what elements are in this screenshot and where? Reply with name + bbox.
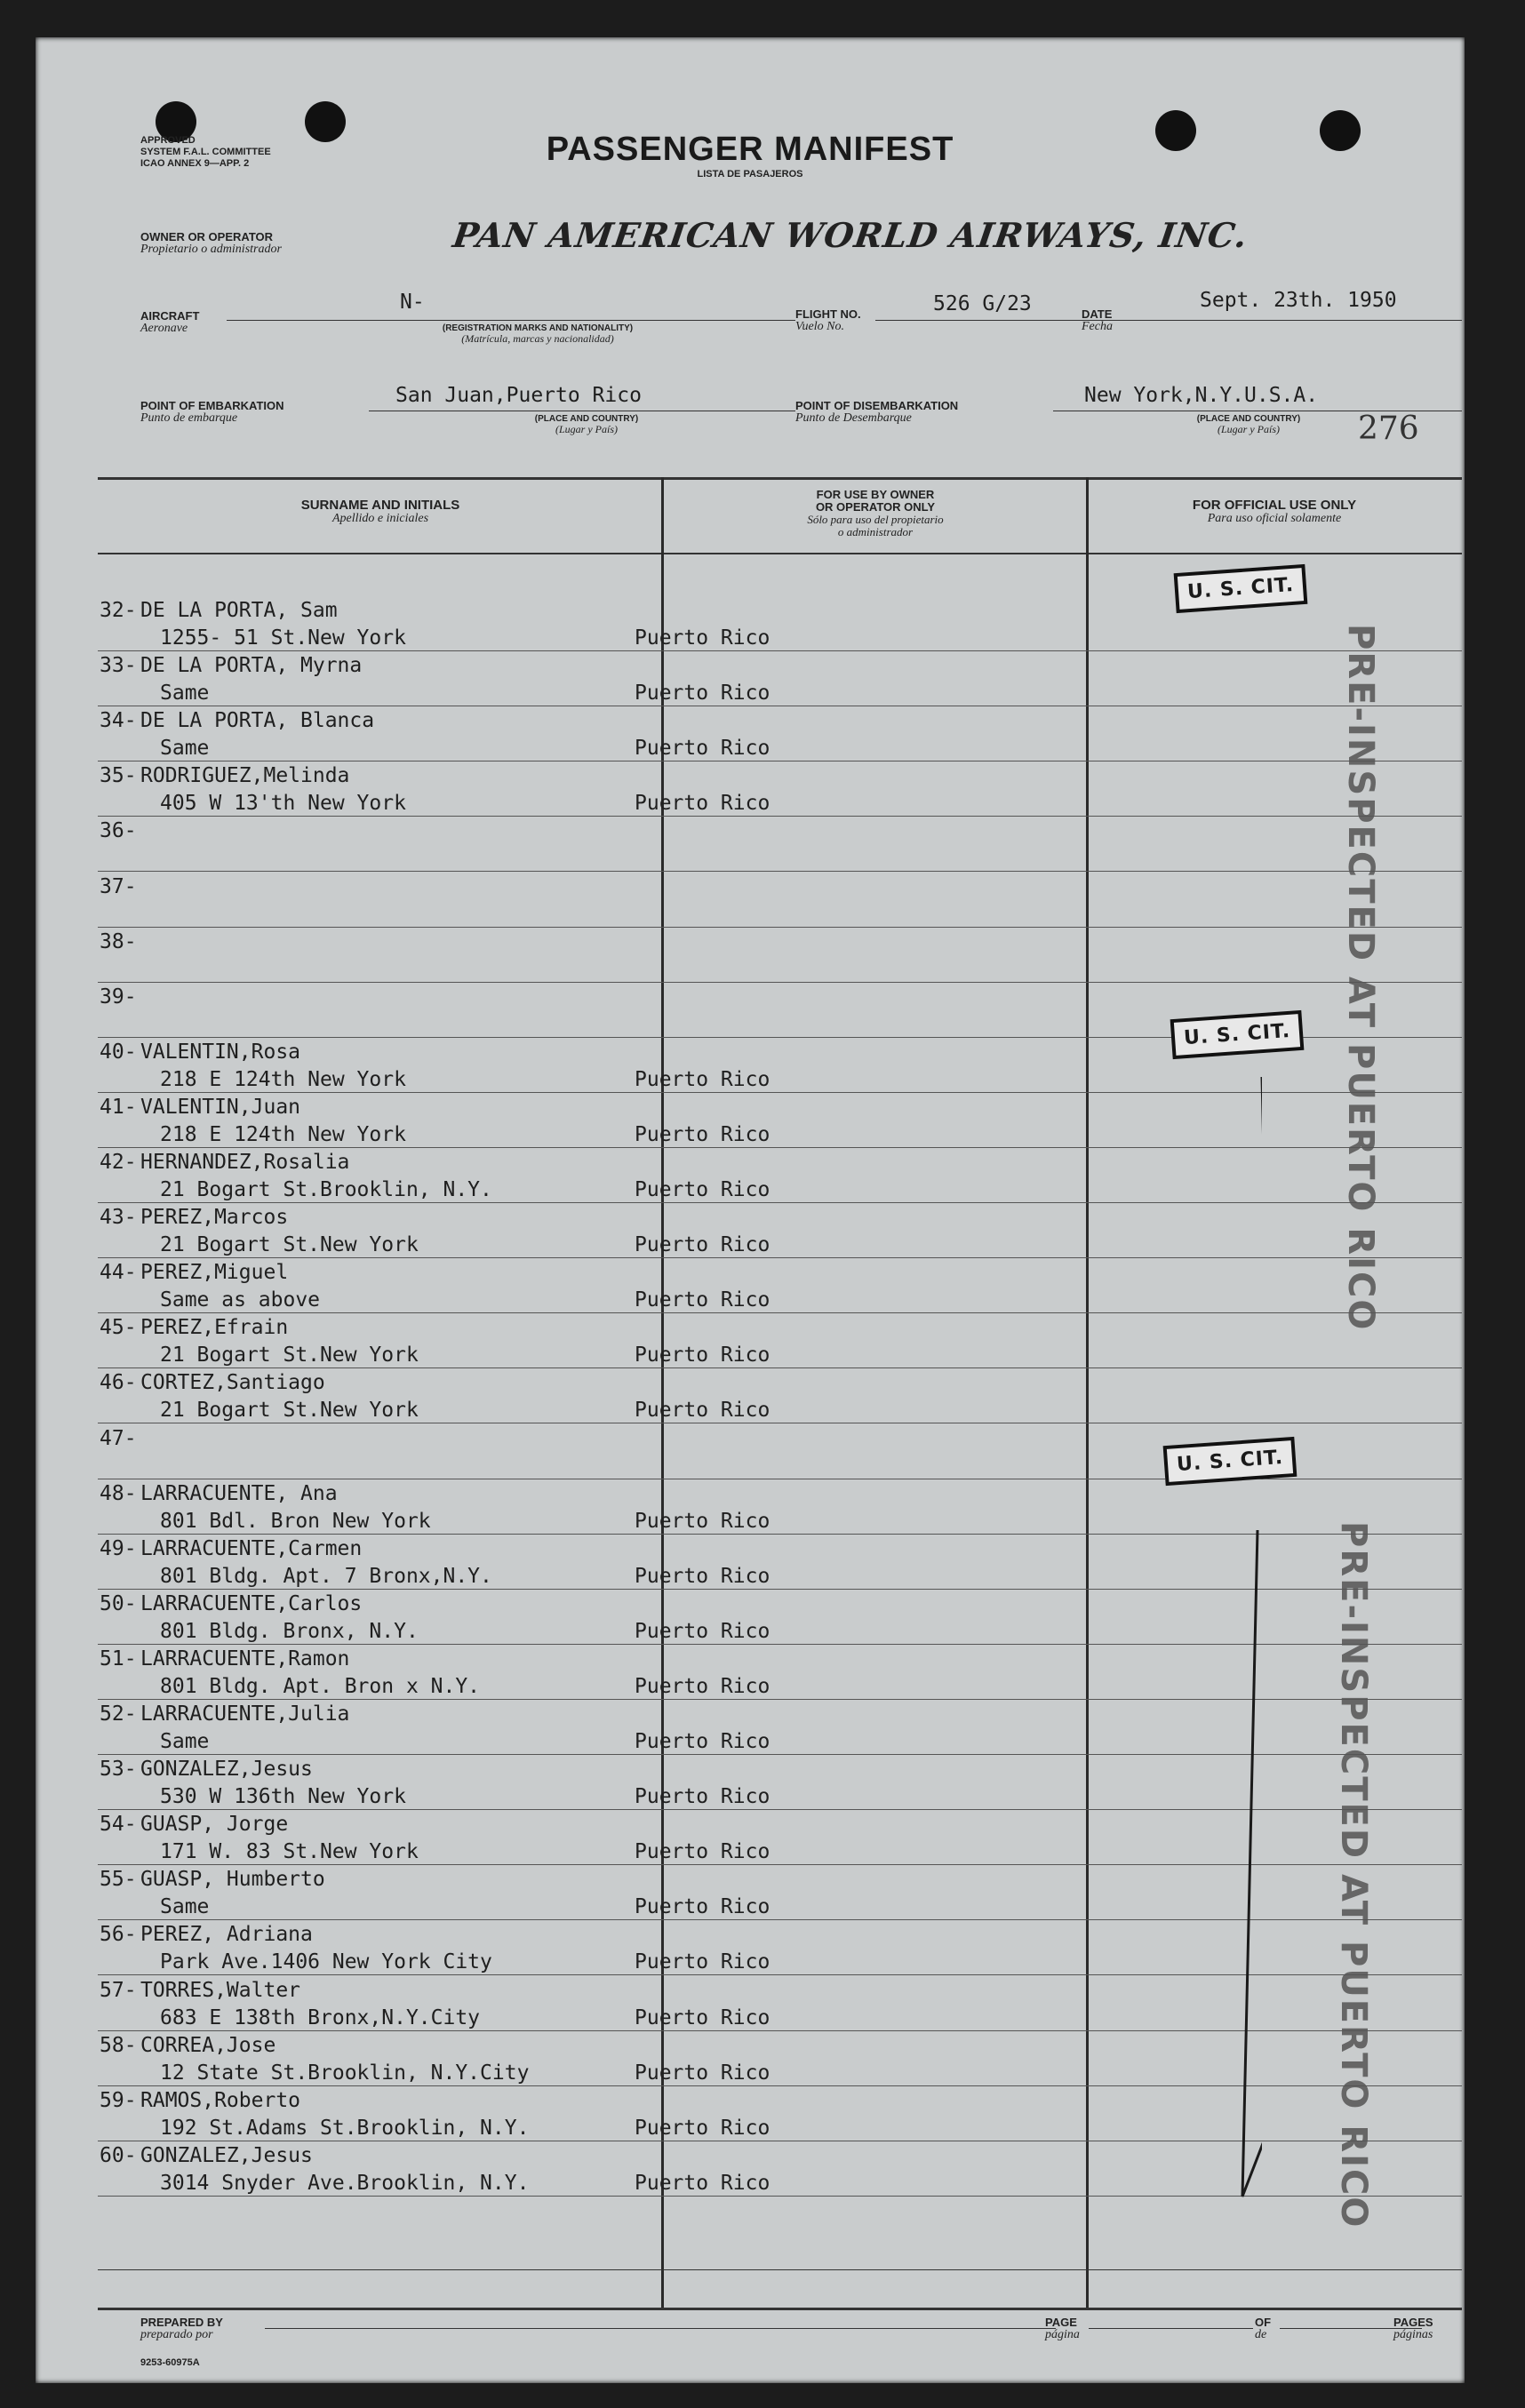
disembark-label-es: Punto de Desembarque — [795, 411, 912, 425]
owner-label-es: Propietario o administrador — [140, 243, 282, 256]
passenger-name: GUASP, Jorge — [140, 1813, 289, 1837]
passenger-name: DE LA PORTA, Sam — [140, 599, 338, 622]
owner-use-entry: Puerto Rico — [635, 1067, 770, 1091]
owner-use-entry: Puerto Rico — [635, 1895, 770, 1919]
owner-use-entry: Puerto Rico — [635, 1288, 770, 1312]
owner-use-entry: Puerto Rico — [635, 1178, 770, 1201]
passenger-address: 801 Bldg. Bronx, N.Y. — [160, 1619, 419, 1643]
passenger-address: 218 E 124th New York — [160, 1067, 406, 1091]
prepared-underline — [265, 2328, 1056, 2329]
owner-use-header-es: Sólo para uso del propietario — [807, 513, 944, 526]
page-underline — [1089, 2328, 1253, 2329]
owner-use-entry: Puerto Rico — [635, 1399, 770, 1423]
passenger-name: DE LA PORTA, Blanca — [140, 709, 375, 733]
approval-line: ICAO ANNEX 9—APP. 2 — [140, 158, 250, 169]
embark-value: San Juan,Puerto Rico — [395, 384, 642, 407]
passenger-name: PEREZ, Adriana — [140, 1923, 313, 1947]
passenger-address: 21 Bogart St.New York — [160, 1233, 419, 1257]
row-number: 38- — [100, 929, 137, 953]
owner-use-entry: Puerto Rico — [635, 1730, 770, 1753]
row-number: 53- — [100, 1758, 137, 1782]
surname-header-en: SURNAME AND INITIALS — [300, 498, 460, 513]
passenger-name: GONZALEZ,Jesus — [140, 1758, 313, 1782]
row-number: 33- — [100, 654, 137, 678]
table-top-rule — [98, 477, 1462, 480]
surname-header-es: Apellido e iniciales — [331, 512, 429, 525]
passenger-name: GONZALEZ,Jesus — [140, 2143, 313, 2167]
row-number: 57- — [100, 1978, 137, 2002]
date-label-en: DATE — [1082, 307, 1113, 321]
passenger-name: PEREZ,Efrain — [140, 1316, 289, 1340]
owner-use-entry: Puerto Rico — [635, 1619, 770, 1643]
us-cit-stamp: U. S. CIT. — [1174, 564, 1308, 613]
row-number: 44- — [100, 1261, 137, 1285]
passenger-name: VALENTIN,Juan — [140, 1095, 301, 1119]
passenger-address: 218 E 124th New York — [160, 1122, 406, 1146]
disembark-value: New York,N.Y.U.S.A. — [1084, 384, 1319, 407]
passenger-name: LARRACUENTE,Carlos — [140, 1591, 363, 1615]
row-number: 42- — [100, 1151, 137, 1174]
row-number: 37- — [100, 874, 137, 898]
row-number: 49- — [100, 1536, 137, 1560]
passenger-address: Same — [160, 682, 210, 706]
passenger-name: TORRES,Walter — [140, 1978, 301, 2002]
passenger-address: 171 W. 83 St.New York — [160, 1840, 419, 1864]
owner-use-header-en: FOR USE BY OWNER — [816, 488, 935, 501]
owner-label-en: OWNER OR OPERATOR — [140, 230, 274, 243]
row-number: 58- — [100, 2033, 137, 2057]
passenger-address: Park Ave.1406 New York City — [160, 1950, 492, 1974]
check-stroke — [1242, 1530, 1262, 2197]
registration-caption — [360, 323, 715, 344]
date-label — [1082, 308, 1113, 333]
row-number: 39- — [100, 985, 137, 1009]
row-number: 43- — [100, 1206, 137, 1230]
date-underline — [1124, 320, 1462, 321]
table-bottom-rule — [98, 2269, 1462, 2270]
place-caption-es: (Lugar y País) — [1218, 423, 1280, 435]
aircraft-label-es: Aeronave — [140, 322, 188, 335]
table-header-rule — [98, 553, 1462, 554]
owner-use-entry: Puerto Rico — [635, 2171, 770, 2195]
passenger-address: 12 State St.Brooklin, N.Y.City — [160, 2061, 530, 2085]
col-header-owner-use — [663, 489, 1088, 538]
flight-label — [795, 308, 861, 333]
owner-use-entry: Puerto Rico — [635, 1564, 770, 1588]
flight-label-en: FLIGHT NO. — [795, 307, 861, 321]
owner-use-entry: Puerto Rico — [635, 1840, 770, 1864]
registration-caption-en: (REGISTRATION MARKS AND NATIONALITY) — [442, 323, 634, 333]
owner-use-entry: Puerto Rico — [635, 626, 770, 650]
owner-use-entry: Puerto Rico — [635, 1674, 770, 1698]
embark-place-caption — [498, 414, 675, 435]
passenger-address: 801 Bdl. Bron New York — [160, 1509, 431, 1533]
passenger-name: CORTEZ,Santiago — [140, 1371, 325, 1395]
passenger-name: VALENTIN,Rosa — [140, 1040, 301, 1064]
page-label-es: página — [1045, 2328, 1080, 2341]
pages-label-en: PAGES — [1393, 2316, 1433, 2329]
row-number: 41- — [100, 1095, 137, 1119]
row-number: 52- — [100, 1702, 137, 1726]
owner-use-entry: Puerto Rico — [635, 737, 770, 761]
registration-caption-es: (Matrícula, marcas y nacionalidad) — [461, 332, 614, 345]
owner-use-entry: Puerto Rico — [635, 682, 770, 706]
owner-use-entry: Puerto Rico — [635, 2005, 770, 2029]
passenger-address: 405 W 13'th New York — [160, 792, 406, 816]
passenger-address: 21 Bogart St.New York — [160, 1399, 419, 1423]
passenger-address: 192 St.Adams St.Brooklin, N.Y. — [160, 2116, 530, 2140]
passenger-name: LARRACUENTE,Julia — [140, 1702, 350, 1726]
passenger-address: 3014 Snyder Ave.Brooklin, N.Y. — [160, 2171, 530, 2195]
passenger-name: LARRACUENTE,Carmen — [140, 1536, 363, 1560]
row-number: 34- — [100, 709, 137, 733]
disembark-label — [795, 400, 958, 425]
approval-line: SYSTEM F.A.L. COMMITTEE — [140, 147, 271, 157]
passenger-address: 21 Bogart St.Brooklin, N.Y. — [160, 1178, 492, 1201]
page-title-es: LISTA DE PASAJEROS — [697, 169, 803, 179]
aircraft-label — [140, 310, 199, 335]
passenger-address: 1255- 51 St.New York — [160, 626, 406, 650]
embark-label-es: Punto de embarque — [140, 411, 238, 425]
owner-use-entry: Puerto Rico — [635, 1233, 770, 1257]
form-code: 9253-60975A — [140, 2357, 200, 2368]
passenger-address: 801 Bldg. Apt. 7 Bronx,N.Y. — [160, 1564, 492, 1588]
embark-label-en: POINT OF EMBARKATION — [140, 399, 284, 412]
place-caption-en: (PLACE AND COUNTRY) — [534, 414, 639, 424]
row-number: 48- — [100, 1481, 137, 1505]
flight-label-es: Vuelo No. — [795, 320, 844, 333]
us-cit-stamp: U. S. CIT. — [1170, 1010, 1305, 1059]
owner-use-entry: Puerto Rico — [635, 1785, 770, 1809]
prepared-label-es: preparado por — [140, 2328, 213, 2341]
passenger-address: Same as above — [160, 1288, 321, 1312]
owner-use-entry: Puerto Rico — [635, 1122, 770, 1146]
place-caption-es: (Lugar y País) — [555, 423, 618, 435]
owner-use-header-en: OR OPERATOR ONLY — [815, 500, 936, 514]
passenger-name: GUASP, Humberto — [140, 1868, 325, 1892]
passenger-name: RAMOS,Roberto — [140, 2088, 301, 2112]
passenger-address: 801 Bldg. Apt. Bron x N.Y. — [160, 1674, 481, 1698]
prepared-by-label — [140, 2316, 223, 2341]
row-number: 55- — [100, 1868, 137, 1892]
page-label-en: PAGE — [1045, 2316, 1077, 2329]
aircraft-underline — [227, 320, 795, 321]
row-number: 51- — [100, 1647, 137, 1670]
row-number: 54- — [100, 1813, 137, 1837]
of-label-en: OF — [1255, 2316, 1272, 2329]
passenger-address: Same — [160, 737, 210, 761]
passenger-name: RODRIGUEZ,Melinda — [140, 764, 350, 788]
passenger-address: 21 Bogart St.New York — [160, 1344, 419, 1367]
row-number: 46- — [100, 1371, 137, 1395]
page-label — [1045, 2316, 1080, 2341]
owner-use-entry: Puerto Rico — [635, 1509, 770, 1533]
passenger-name: DE LA PORTA, Myrna — [140, 654, 363, 678]
row-number: 60- — [100, 2143, 137, 2167]
passenger-name: LARRACUENTE,Ramon — [140, 1647, 350, 1670]
col-header-surname — [98, 499, 663, 526]
approval-line: APPROVED — [140, 135, 196, 146]
owner-use-entry: Puerto Rico — [635, 2116, 770, 2140]
us-cit-stamp: U. S. CIT. — [1163, 1437, 1297, 1486]
owner-use-header-es: o administrador — [837, 525, 914, 538]
of-label — [1255, 2316, 1271, 2341]
col-header-official — [1088, 499, 1461, 526]
aircraft-label-en: AIRCRAFT — [140, 309, 200, 323]
flight-value: 526 G/23 — [933, 292, 1032, 315]
passenger-address: Same — [160, 1730, 210, 1753]
aircraft-value: N- — [400, 291, 425, 314]
row-number: 47- — [100, 1426, 137, 1450]
preinspected-stamp: PRE-INSPECTED AT PUERTO RICO — [1333, 1521, 1374, 2229]
row-number: 40- — [100, 1040, 137, 1064]
preinspected-stamp: PRE-INSPECTED AT PUERTO RICO — [1340, 624, 1381, 1332]
of-label-es: de — [1255, 2328, 1267, 2341]
manifest-sheet — [36, 37, 1465, 2383]
checkmark-strokes — [1084, 606, 1262, 2232]
passenger-name: PEREZ,Miguel — [140, 1261, 289, 1285]
place-caption-en: (PLACE AND COUNTRY) — [1196, 414, 1301, 424]
page-title: PASSENGER MANIFEST — [546, 131, 954, 168]
owner-use-entry: Puerto Rico — [635, 1950, 770, 1974]
row-number: 36- — [100, 819, 137, 843]
row-number: 45- — [100, 1316, 137, 1340]
airline-name: PAN AMERICAN WORLD AIRWAYS, INC. — [450, 215, 1251, 255]
owner-use-entry: Puerto Rico — [635, 1344, 770, 1367]
row-number: 35- — [100, 764, 137, 788]
owner-use-entry: Puerto Rico — [635, 2061, 770, 2085]
page-number-stamp: 276 — [1358, 411, 1419, 447]
title-block — [36, 131, 1465, 179]
table-bottom-rule — [98, 2308, 1462, 2310]
row-number: 32- — [100, 599, 137, 622]
passenger-address: 683 E 138th Bronx,N.Y.City — [160, 2005, 481, 2029]
passenger-name: LARRACUENTE, Ana — [140, 1481, 338, 1505]
row-number: 50- — [100, 1591, 137, 1615]
disembark-place-caption — [1160, 414, 1337, 435]
row-number: 59- — [100, 2088, 137, 2112]
pages-label-es: páginas — [1393, 2328, 1433, 2341]
embark-label — [140, 400, 284, 425]
passenger-name: CORREA,Jose — [140, 2033, 276, 2057]
date-label-es: Fecha — [1082, 320, 1113, 333]
passenger-address: Same — [160, 1895, 210, 1919]
official-header-es: Para uso oficial solamente — [1207, 512, 1342, 525]
row-number: 56- — [100, 1923, 137, 1947]
passenger-name: PEREZ,Marcos — [140, 1206, 289, 1230]
passenger-address: 530 W 136th New York — [160, 1785, 406, 1809]
prepared-label-en: PREPARED BY — [140, 2316, 223, 2329]
owner-label — [140, 231, 282, 256]
passenger-name: HERNANDEZ,Rosalia — [140, 1151, 350, 1174]
date-value: Sept. 23th. 1950 — [1200, 289, 1397, 312]
pages-label — [1393, 2316, 1433, 2341]
disembark-label-en: POINT OF DISEMBARKATION — [795, 399, 959, 412]
owner-use-entry: Puerto Rico — [635, 792, 770, 816]
official-header-en: FOR OFFICIAL USE ONLY — [1192, 498, 1357, 513]
